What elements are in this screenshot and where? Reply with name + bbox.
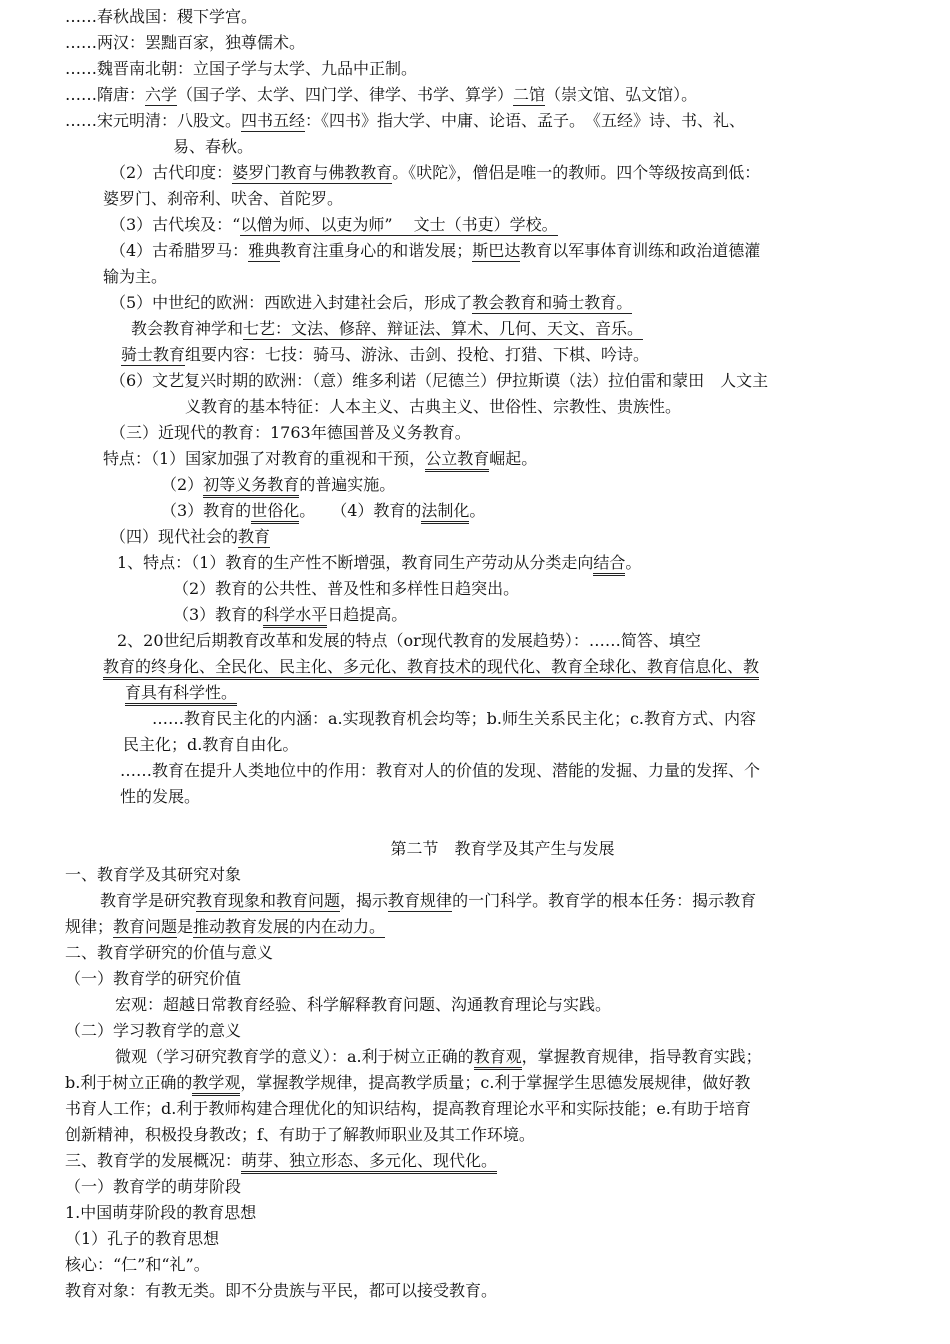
history-line-medieval: （5）中世纪的欧洲：西欧进入封建社会后，形成了教会教育和骑士教育。 — [110, 293, 633, 312]
modern-feature-2: （2）初等义务教育的普遍实施。 — [161, 474, 395, 496]
democratization-line1: ……教育民主化的内涵：a.实现教育机会均等；b.师生关系民主化；c.教育方式、内容 — [152, 709, 757, 728]
history-line-song-ming: ……宋元明清：八股文。四书五经：《四书》指大学、中庸、论语、孟子。 《五经》诗、书、礼、 — [65, 111, 746, 130]
heading-2-1: （一）教育学的研究价值 — [65, 969, 242, 988]
education-role-line2: 性的发展。 — [120, 787, 201, 806]
history-line-church-education: 教会教育神学和七艺：文法、修辞、辩证法、算术、几何、天文、音乐。 — [131, 319, 644, 338]
heading-3: 三、教育学的发展概况：萌芽、独立形态、多元化、现代化。 — [65, 1150, 497, 1172]
history-line-renaissance: （6）文艺复兴时期的欧洲：（意）维多利诺（尼德兰）伊拉斯谟（法）拉伯雷和蒙田 人文主 — [110, 371, 769, 390]
history-line-greece-cont: 输为主。 — [103, 267, 168, 286]
contemporary-feature-1: 1、特点：（1）教育的生产性不断增强，教育同生产劳动从分类走向结合。 — [117, 552, 641, 574]
modern-heading: （三）近现代的教育：1763年德国普及义务教育。 — [110, 423, 471, 442]
confucius-education-object: 教育对象：有教无类。即不分贵族与平民，都可以接受教育。 — [65, 1281, 498, 1300]
education-role-line1: ……教育在提升人类地位中的作用：教育对人的价值的发现、潜能的发掘、力量的发挥、个 — [120, 761, 761, 780]
heading-1: 一、教育学及其研究对象 — [65, 865, 242, 884]
history-line-han: ……两汉：罢黜百家，独尊儒术。 — [65, 33, 306, 52]
history-line-greece: （4）古希腊罗马：雅典教育注重身心的和谐发展；斯巴达教育以军事体育训练和政治道德灌 — [110, 241, 761, 260]
macro-value: 宏观：超越日常教育经验、科学解释教育问题、沟通教育理论与实践。 — [115, 995, 612, 1014]
history-line-knight-education: 骑士教育组要内容：七技：骑马、游泳、击剑、投枪、打猎、下棋、吟诗。 — [121, 345, 650, 364]
modern-feature-1: 特点：（1）国家加强了对教育的重视和干预，公立教育崛起。 — [103, 448, 537, 470]
definition-line1: 教育学是研究教育现象和教育问题，揭示教育规律的一门科学。教育学的根本任务：揭示教育 — [100, 891, 757, 910]
confucius-core: 核心：“仁”和“礼”。 — [65, 1255, 210, 1274]
history-line-india-cont: 婆罗门、刹帝利、吠舍、首陀罗。 — [103, 189, 344, 208]
contemporary-trends-line1: 教育的终身化、全民化、民主化、多元化、教育技术的现代化、教育全球化、教育信息化、教 — [103, 656, 759, 678]
history-line-spring-autumn: ……春秋战国：稷下学宫。 — [65, 7, 258, 26]
heading-3-1-1: 1.中国萌芽阶段的教育思想 — [65, 1203, 257, 1222]
micro-line1: 微观（学习研究教育学的意义）：a.利于树立正确的教育观，掌握教育规律，指导教育实践； — [115, 1046, 762, 1068]
history-line-renaissance-cont: 义教育的基本特征：人本主义、古典主义、世俗性、宗教性、贵族性。 — [185, 397, 682, 416]
modern-feature-3-4: （3）教育的世俗化。 （4）教育的法制化。 — [161, 500, 485, 522]
history-line-wei-jin: ……魏晋南北朝：立国子学与太学、九品中正制。 — [65, 59, 418, 78]
micro-line4: 创新精神，积极投身教改；f、有助于了解教师职业及其工作环境。 — [65, 1125, 535, 1144]
contemporary-trends-heading: 2、20世纪后期教育改革和发展的特点（or现代教育的发展趋势）：……简答、填空 — [117, 631, 701, 650]
heading-2-2: （二）学习教育学的意义 — [65, 1021, 242, 1040]
heading-confucius: （1）孔子的教育思想 — [65, 1229, 220, 1248]
democratization-line2: 民主化；d.教育自由化。 — [123, 735, 299, 754]
heading-3-1: （一）教育学的萌芽阶段 — [65, 1177, 242, 1196]
history-line-song-ming-cont: 易、春秋。 — [173, 137, 254, 156]
contemporary-feature-2: （2）教育的公共性、普及性和多样性日趋突出。 — [173, 579, 520, 598]
contemporary-trends-line2: 育具有科学性。 — [125, 682, 237, 704]
definition-line2: 规律；教育问题是推动教育发展的内在动力。 — [65, 917, 386, 936]
micro-line2: b.利于树立正确的教学观，掌握教学规律，提高教学质量；c.利于掌握学生思德发展规律，做好教 — [65, 1072, 750, 1094]
heading-2: 二、教育学研究的价值与意义 — [65, 943, 274, 962]
history-line-sui-tang: ……隋唐：六学（国子学、太学、四门学、律学、书学、算学）二馆（崇文馆、弘文馆）。 — [65, 85, 698, 104]
contemporary-heading: （四）现代社会的教育 — [110, 527, 271, 546]
section-title: 第二节 教育学及其产生与发展 — [390, 839, 615, 858]
micro-line3: 书育人工作；d.利于教师构建合理优化的知识结构，提高教育理论水平和实际技能；e.有助于培育 — [65, 1099, 751, 1118]
history-line-egypt: （3）古代埃及：“以僧为师、以吏为师” 文士（书吏）学校。 — [110, 215, 558, 234]
contemporary-feature-3: （3）教育的科学水平日趋提高。 — [173, 604, 407, 626]
history-line-india: （2）古代印度：婆罗门教育与佛教教育。《吠陀》，僧侣是唯一的教师。四个等级按高到低： — [110, 163, 761, 182]
